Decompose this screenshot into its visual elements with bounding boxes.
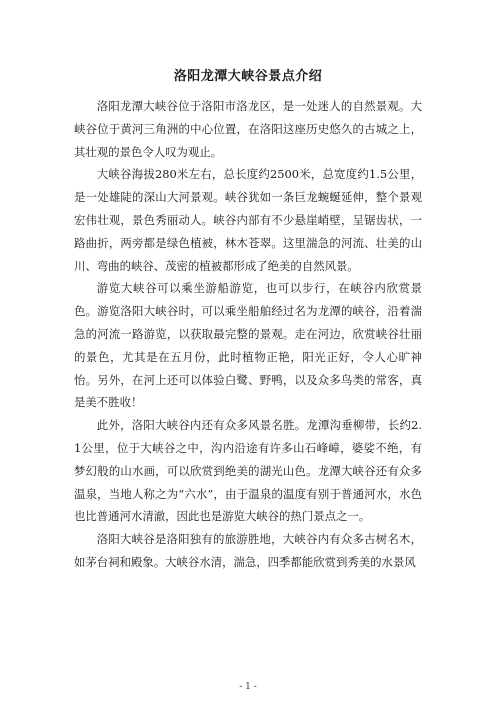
paragraph-intro: 洛阳龙潭大峡谷位于洛阳市洛龙区，是一处迷人的自然景观。大峡谷位于黄河三角洲的中心位置，在洛阳这座历史悠久的古城之上，其壮观的景色令人叹为观止。 xyxy=(74,99,422,159)
document-body xyxy=(74,95,422,574)
document-title: 洛阳龙潭大峡谷景点介绍 xyxy=(173,69,323,84)
paragraph-conclusion: 洛阳大峡谷是洛阳独有的旅游胜地，大峡谷内有众多古树名木，如茅台祠和殿象。大峡谷水清，湍急，四季都能欣赏到秀美的水景风 xyxy=(74,532,422,569)
paragraph-attractions: 此外，洛阳大峡谷内还有众多风景名胜。龙潭沟垂柳带，长约2.1公里，位于大峡谷之中，沟内沿途有许多山石峰嶂，婆娑不绝，有梦幻般的山水画，可以欣赏到绝美的湖光山色。龙潭大峡谷还有众多温泉，当地人称之为“六水”，由于温泉的温度有别于普通河水，水色也比普通河水清澈，因此也是游览大峡谷的热门景点之一。 xyxy=(74,418,422,524)
paragraph-touring: 游览大峡谷可以乘坐游船游览，也可以步行，在峡谷内欣赏景色。游览洛阳大峡谷时，可以乘坐船舶经过名为龙潭的峡谷，沿着湍急的河流一路游览，以获取最完整的景观。走在河边，欣赏峡谷壮丽的景色，尤其是在五月份，此时植物正艳，阳光正好，令人心旷神怡。另外，在河上还可以体验白鹭、野鸭，以及众多鸟类的常客，真是美不胜收！ xyxy=(74,281,422,410)
page-number: - 1 - xyxy=(239,682,257,692)
paragraph-geography: 大峡谷海拔280米左右，总长度约2500米，总宽度约1.5公里，是一处雄陡的深山大河景观。峡谷犹如一条巨龙蜿蜒延伸，整个景观宏伟壮观，景色秀丽动人。峡谷内部有不少悬崖峭壁，呈锯齿状，一路曲折，两旁都是绿色植被，林木苍翠。这里湍急的河流、壮美的山川、弯曲的峡谷、茂密的植被都形成了绝美的自然风景。 xyxy=(74,167,422,273)
